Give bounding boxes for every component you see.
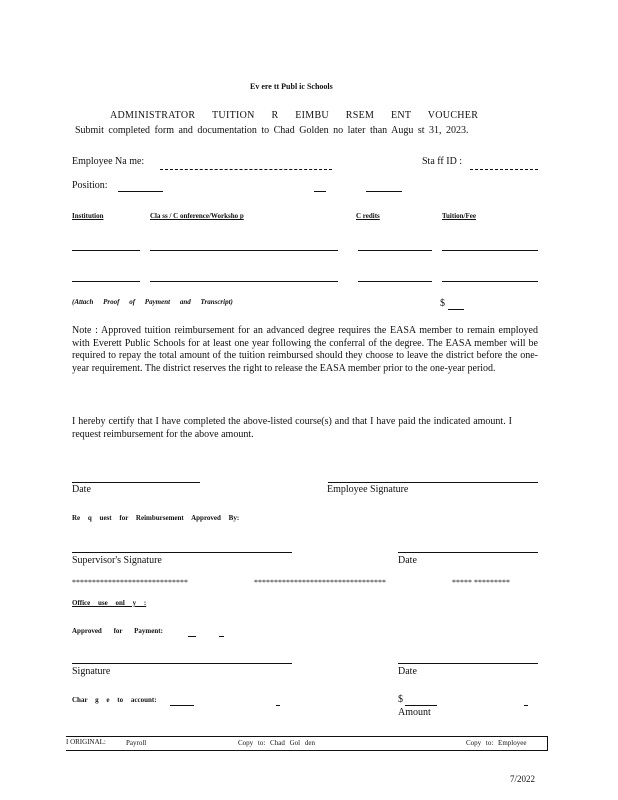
separator-stars-2: ********************************* — [254, 578, 386, 587]
distribution-payroll: Payroll — [126, 739, 147, 747]
position-field-3[interactable] — [366, 191, 402, 192]
row1-institution[interactable] — [72, 250, 140, 251]
row2-institution[interactable] — [72, 281, 140, 282]
employee-name-field[interactable] — [160, 169, 332, 170]
employee-name-label: Employee Na me: — [72, 156, 145, 167]
date-line[interactable] — [72, 482, 200, 483]
office-use-label: Office use onl y : — [72, 599, 147, 607]
supervisor-signature-label: Supervisor's Signature — [72, 555, 162, 566]
supervisor-signature-line[interactable] — [72, 552, 292, 553]
separator-stars-1: ***************************** — [72, 578, 188, 587]
district-name: Ev ere tt Publ ic Schools — [250, 82, 333, 91]
row1-tuition[interactable] — [442, 250, 538, 251]
amount-dollar-sign: $ — [398, 694, 403, 705]
certify-paragraph: I hereby certify that I have completed the above-listed course(s) and that I have paid the indicated amount. I request reimbursement for the above amount. — [72, 416, 512, 440]
office-signature-label: Signature — [72, 666, 111, 677]
distribution-copy-chad: Copy to: Chad Gol den — [238, 739, 315, 747]
supervisor-date-label: Date — [398, 555, 417, 566]
approved-payment-label: Approved for Payment: — [72, 627, 163, 635]
office-date-line[interactable] — [398, 663, 538, 664]
office-signature-line[interactable] — [72, 663, 292, 664]
charge-account-field[interactable] — [170, 705, 194, 706]
row1-credits[interactable] — [358, 250, 432, 251]
revision-date: 7/2022 — [510, 774, 536, 784]
charge-account-label: Char g e to account: — [72, 696, 157, 704]
staff-id-field[interactable] — [470, 169, 538, 170]
position-label: Position: — [72, 180, 108, 191]
staff-id-label: Sta ff ID : — [422, 156, 463, 167]
approved-payment-field-2[interactable] — [219, 636, 224, 637]
col-credits: C redits — [356, 212, 380, 220]
date-label: Date — [72, 484, 91, 495]
form-title: ADMINISTRATOR TUITION R EIMBU RSEM ENT VOUCHER — [110, 110, 479, 121]
row2-class[interactable] — [150, 281, 338, 282]
col-tuition: Tuition/Fee — [442, 212, 476, 220]
charge-account-field-2[interactable] — [276, 705, 280, 706]
distribution-original: I ORIGINAL: — [66, 738, 106, 746]
position-field[interactable] — [118, 191, 163, 192]
note-paragraph: Note : Approved tuition reimbursement for an advanced degree requires the EASA member to remain employed with Everett Public Schools for at least one year following the conferral of the degree. The EASA member will be required to repay the total amount of the tuition reimbursed should they choose to leave the district before the one-year requirement. The district reserves the right to release the EASA member prior to the one-year period. — [72, 325, 538, 374]
total-amount-field[interactable] — [448, 309, 464, 310]
total-dollar-sign: $ — [440, 298, 445, 309]
row1-class[interactable] — [150, 250, 338, 251]
position-field-2[interactable] — [314, 191, 326, 192]
employee-signature-label: Employee Signature — [327, 484, 409, 495]
submit-instruction: Submit completed form and documentation to Chad Golden no later than Augu st 31, 2023. — [75, 125, 469, 136]
approved-payment-field[interactable] — [188, 636, 196, 637]
separator-stars-3: ***** ********* — [452, 578, 510, 587]
amount-field[interactable] — [405, 705, 437, 706]
row2-tuition[interactable] — [442, 281, 538, 282]
request-approved-label: Re q uest for Reimbursement Approved By: — [72, 514, 240, 522]
col-institution: Institution — [72, 212, 104, 220]
amount-field-2[interactable] — [524, 705, 528, 706]
amount-label: Amount — [398, 707, 431, 718]
attach-note: (Attach Proof of Payment and Transcript) — [72, 298, 233, 306]
row2-credits[interactable] — [358, 281, 432, 282]
employee-signature-line[interactable] — [328, 482, 538, 483]
col-class: Cla ss / C onference/Worksho p — [150, 212, 244, 220]
office-date-label: Date — [398, 666, 417, 677]
supervisor-date-line[interactable] — [398, 552, 538, 553]
distribution-copy-employee: Copy to: Employee — [466, 739, 527, 747]
